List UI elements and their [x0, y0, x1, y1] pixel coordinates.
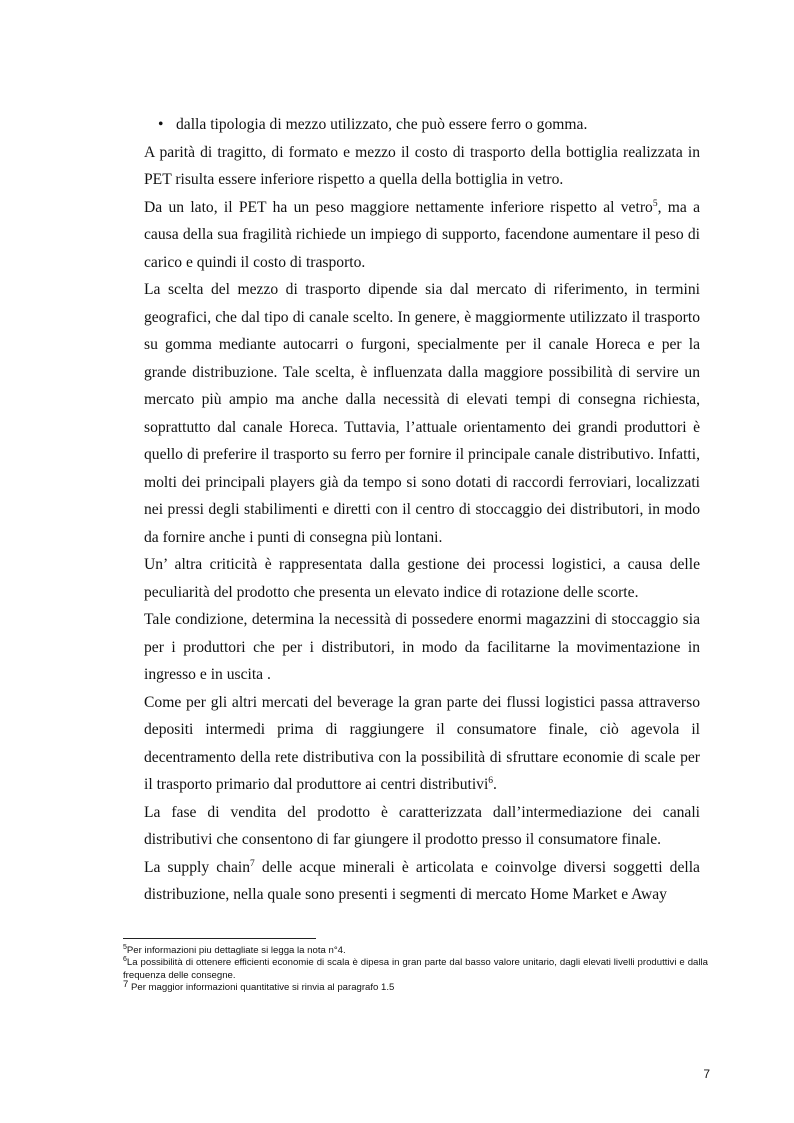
footnote-number: 6 — [123, 956, 127, 964]
footnote-number: 7 — [123, 979, 129, 991]
paragraph-8-text-a: La supply chain — [144, 858, 251, 876]
paragraph-8 — [144, 854, 700, 909]
footnote-divider — [123, 938, 316, 939]
footnote-number: 5 — [123, 944, 127, 951]
footnote-6 — [123, 957, 708, 982]
paragraph-8-text-b: delle acque minerali è articolata e coinvolge diversi soggetti della distribuzione, nella quale sono presenti i segmenti di mercato Home Market e Away — [144, 858, 700, 903]
footnote-7 — [123, 979, 708, 994]
footnote-ref-7: 7 — [250, 858, 255, 869]
footnote-text: Per maggior informazioni quantitative si rinvia al paragrafo 1.5 — [128, 982, 395, 994]
bullet-icon: • — [158, 116, 164, 133]
footnote-ref-6: 6 — [488, 776, 494, 786]
paragraph-6-text-a: Come per gli altri mercati del beverage la gran parte dei flussi logistici passa attraverso depositi intermedi prima di raggiungere il consumatore finale, ciò agevola il decentramento della rete distributiva con la possibilità di sfruttare economie di scale per il trasporto primario dal produttore ai centri distributivi — [144, 693, 700, 793]
paragraph-7: La fase di vendita del prodotto è caratterizzata dall’intermediazione dei canali distributivi che consentono di far giungere il prodotto presso il consumatore finale. — [144, 803, 700, 848]
paragraph-2 — [144, 194, 700, 277]
bullet-text: dalla tipologia di mezzo utilizzato, che può essere ferro o gomma. — [176, 116, 588, 133]
footnote-text: Per informazioni piu dettagliate si legga la nota n°4. — [126, 945, 346, 956]
paragraph-6-text-b: . — [493, 776, 497, 793]
footnote-text: La possibilità di ottenere efficienti economie di scala è dipesa in gran parte dal basso valore unitario, dagli elevati livelli produttivi e dalla frequenza delle consegne. — [123, 957, 708, 981]
paragraph-6 — [144, 689, 700, 799]
page-number: 7 — [703, 1067, 710, 1081]
paragraph-2-text-b: , ma a causa della sua fragilità richiede un impiego di supporto, facendone aumentare il peso di carico e quindi il costo di trasporto. — [144, 198, 701, 271]
footnote-ref-5: 5 — [652, 198, 658, 209]
footnote-5 — [123, 945, 708, 957]
footnotes — [123, 945, 708, 995]
paragraph-2-text-a: Da un lato, il PET ha un peso maggiore nettamente inferiore rispetto al vetro — [144, 198, 653, 216]
bullet-item — [144, 111, 700, 139]
paragraph-5: Tale condizione, determina la necessità di possedere enormi magazzini di stoccaggio sia per i produttori che per i distributori, in modo da facilitarne la movimentazione in ingresso e in uscita . — [144, 611, 700, 683]
paragraph-3: La scelta del mezzo di trasporto dipende sia dal mercato di riferimento, in termini geografici, che dal tipo di canale scelto. In genere, è maggiormente utilizzato il trasporto su gomma mediante autocarri o furgoni, specialmente per il canale Horeca e per la grande distribuzione. Tale scelta, è influenzata dalla maggiore possibilità di servire un mercato più ampio ma anche dalla necessità di elevati tempi di consegna richiesta, soprattutto dal canale Horeca. Tuttavia, l’attuale orientamento dei grandi produttori è quello di preferire il trasporto su ferro per fornire il principale canale distributivo. Infatti, molti dei principali players già da tempo si sono dotati di raccordi ferroviari, localizzati nei pressi degli stabilimenti e diretti con il centro di stoccaggio dei distributori, in modo da fornire anche i punti di consegna più lontani. — [144, 281, 700, 546]
paragraph-4: Un’ altra criticità è rappresentata dalla gestione dei processi logistici, a causa delle peculiarità del prodotto che presenta un elevato indice di rotazione delle scorte. — [144, 556, 700, 601]
main-text — [144, 111, 700, 909]
paragraph-1: A parità di tragitto, di formato e mezzo il costo di trasporto della bottiglia realizzata in PET risulta essere inferiore rispetto a quella della bottiglia in vetro. — [144, 143, 700, 188]
